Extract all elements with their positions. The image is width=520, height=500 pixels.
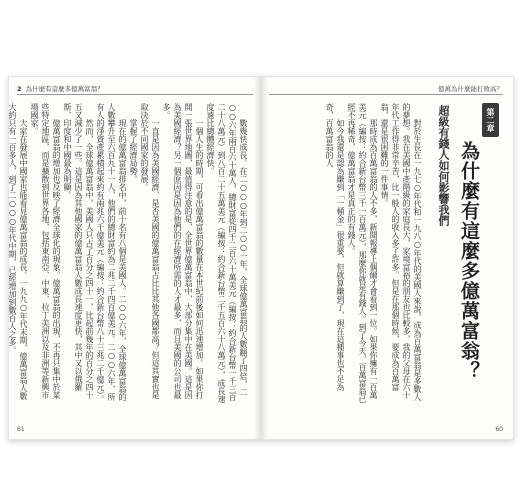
right-running-head: 億萬為什麼能打敗高？ bbox=[438, 85, 503, 93]
chapter-title: 為什麼有這麼多億萬富翁？ bbox=[458, 141, 480, 381]
left-running-head-title: 為什麼有這麼多億萬富翁？ bbox=[25, 85, 104, 93]
paragraph: 然而，全球億萬富翁中，美國人只占了百分之四十一，比起前幾年的百分之四十五又減少了一些。這是因為其他國家的億萬富翁人數成長速度更快，其中又以俄羅斯、印度和中國最為明顯。 bbox=[63, 103, 94, 399]
chapter-label: 第二章 bbox=[482, 103, 499, 137]
paragraph: 億萬富翁的增加也反映了經濟全球化的現象。億萬富翁的出現，不再只集中於某些特定地區，而是擴散到世界各地，包括東南亞、中東、拉丁美洲以及非洲等新興市場國家。 bbox=[30, 103, 61, 399]
right-page-number: 60 bbox=[495, 426, 503, 433]
chapter-subtitle: 超級有錢人如何影響我們 bbox=[437, 105, 450, 226]
right-page bbox=[261, 77, 513, 439]
paragraph: 一直是因為美國經濟，是否美國的億萬富翁占比比其他各國都高？但這其實也是取決於不同國家的發展。 bbox=[140, 103, 160, 399]
left-page bbox=[9, 77, 260, 439]
paragraph: 對於生長在一九七○年代和一九八○年代的美國人來說，成為百萬富翁是多數人的夢想。我在美國中產階級的家庭長大，家境富裕的朋友也比較多，我的父母在六十年代工作得非常辛苦，比一般人的收入多了許多。但是在那個時候，要成為百萬富翁，還是很困難的一件事情。 bbox=[380, 103, 422, 401]
paragraph: 一個人生的時期，可看出億萬富翁的數量在本世紀前後如何迅速增加。如果你打開一張世界地圖，最值得注意的是，全世界億萬富翁中，大部分集中在美國。這是因為美國經濟？另一個原因是因為他們的在經濟所需的人才最多，而且美國的公司也最多。 bbox=[162, 103, 204, 399]
right-body-text bbox=[271, 103, 423, 403]
left-running-head bbox=[17, 84, 104, 93]
paragraph: 大家在發展中國家也能看見億萬富翁的成長。一九九○年代末期，億萬富翁人數大約只有一百多人，到了二○○○年代中期，已經增加到數百人之多。 bbox=[8, 103, 28, 400]
paragraph: 如今我還是認為賺到「一桶金」很重要，但就算賺到了，現在這種事也不足為奇，百萬富翁的人 bbox=[325, 103, 345, 391]
book-spread bbox=[8, 76, 514, 440]
paragraph: 掌握了經濟局勢。 bbox=[129, 119, 138, 183]
left-header-rule bbox=[17, 94, 253, 95]
chapter-number: 2 bbox=[17, 85, 22, 93]
paragraph: 數幾快成長。在二○○○年到二○○一年，全球億萬富翁的人數翻了四倍，二○○六年兩百六十萬人，總財富從四千二百六十萬美元（編按：約合新台幣一千三百二十八萬元）到八百二十五萬美元（編按：約合新台幣二千五百六十八萬元），成長速度遠比總體經濟快。 bbox=[206, 103, 248, 403]
left-body-text bbox=[8, 103, 249, 403]
left-page-number: 61 bbox=[17, 426, 25, 433]
paragraph: 那時成為百萬富翁的人不多，新聞報導上偶爾才會看到一位。如果你擁有一百萬美元（編按：約合新台幣三千一百萬元），那麼你就是有錢人。到了今天，百萬富翁已經不再稀奇，億萬富翁才是真正的有錢人。 bbox=[347, 103, 378, 403]
book-gutter bbox=[254, 77, 268, 439]
right-header-rule bbox=[269, 94, 503, 95]
paragraph: 現在的億萬富翁排名中，前十名有八個是美國人。二○○六年，全球億萬富翁的人數攀升至六百九十一人，他們的總財富約為二兆二千四百億美元。二○○六年，所有人的淨資產累積起來約有兩兆六千億美元（編按：約合新台幣八十三兆二千億元）。 bbox=[96, 103, 127, 403]
